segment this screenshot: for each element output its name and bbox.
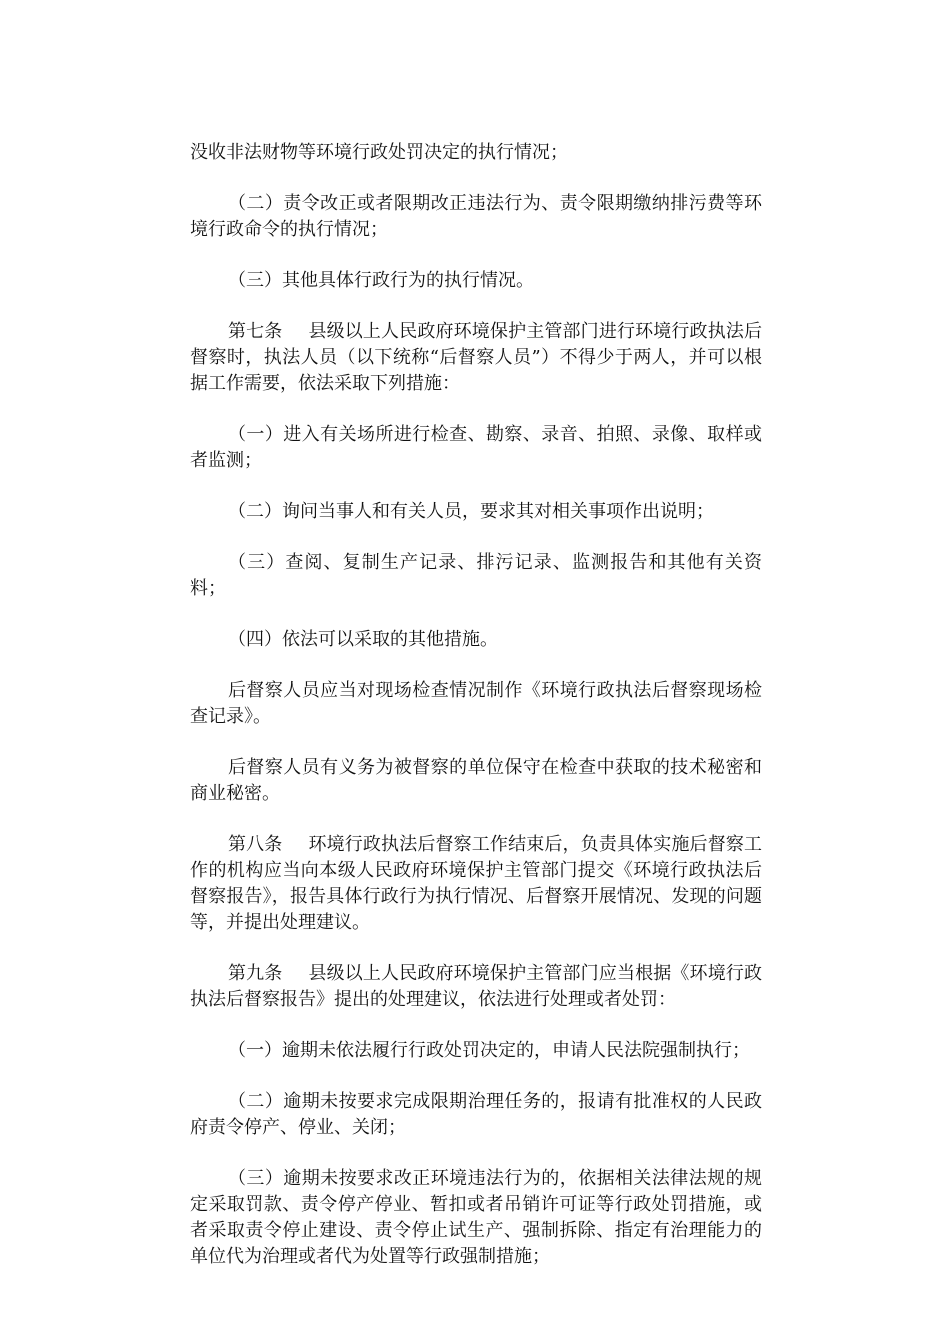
paragraph-penalty-2 — [190, 1089, 762, 1141]
paragraph-text: 没收非法财物等环境行政处罚决定的执行情况； — [190, 142, 568, 163]
article-number: 第九条 — [228, 963, 283, 984]
paragraph-measure-2 — [190, 499, 762, 525]
paragraph-measure-1 — [190, 422, 762, 474]
paragraph-confidentiality — [190, 755, 762, 807]
paragraph-text: 县级以上人民政府环境保护主管部门进行环境行政执法后督察时，执法人员（以下统称“后督察人员”）不得少于两人，并可以根据工作需要，依法采取下列措施： — [190, 321, 763, 394]
paragraph-text: （二）逾期未按要求完成限期治理任务的，报请有批准权的人民政府责令停产、停业、关闭； — [190, 1091, 762, 1138]
paragraph-text: 环境行政执法后督察工作结束后，负责具体实施后督察工作的机构应当向本级人民政府环境保护主管部门提交《环境行政执法后督察报告》，报告具体行政行为执行情况、后督察开展情况、发现的问题等，并提出处理建议。 — [190, 834, 763, 933]
article-8 — [190, 832, 762, 936]
paragraph-text: （四）依法可以采取的其他措施。 — [228, 629, 498, 650]
article-number: 第八条 — [228, 834, 283, 855]
paragraph-record — [190, 678, 762, 730]
paragraph-text: （二）责令改正或者限期改正违法行为、责令限期缴纳排污费等环境行政命令的执行情况； — [190, 193, 762, 240]
paragraph-text: （三）逾期未按要求改正环境违法行为的，依据相关法律法规的规定采取罚款、责令停产停业、暂扣或者吊销许可证等行政处罚措施，或者采取责令停止建设、责令停止试生产、强制拆除、指定有治理能力的单位代为治理或者代为处置等行政强制措施； — [190, 1168, 762, 1267]
paragraph-item-2 — [190, 191, 762, 243]
paragraph-text: （三）查阅、复制生产记录、排污记录、监测报告和其他有关资料； — [190, 552, 762, 599]
paragraph-text: （二）询问当事人和有关人员，要求其对相关事项作出说明； — [228, 501, 714, 522]
paragraph-measure-4 — [190, 627, 762, 653]
paragraph-item-3 — [190, 268, 762, 294]
paragraph-penalty-1 — [190, 1038, 762, 1064]
paragraph-penalty-3 — [190, 1166, 762, 1270]
paragraph-text: （三）其他具体行政行为的执行情况。 — [228, 270, 534, 291]
paragraph-text: 县级以上人民政府环境保护主管部门应当根据《环境行政执法后督察报告》提出的处理建议，依法进行处理或者处罚： — [190, 963, 763, 1010]
paragraph-text: 后督察人员应当对现场检查情况制作《环境行政执法后督察现场检查记录》。 — [190, 680, 762, 727]
article-7 — [190, 319, 762, 397]
paragraph-text: （一）进入有关场所进行检查、勘察、录音、拍照、录像、取样或者监测； — [190, 424, 762, 471]
paragraph-measure-3 — [190, 550, 762, 602]
article-9 — [190, 961, 762, 1013]
document-body — [190, 140, 762, 1295]
paragraph-continuation — [190, 140, 762, 166]
paragraph-text: （一）逾期未依法履行行政处罚决定的，申请人民法院强制执行； — [228, 1040, 750, 1061]
paragraph-text: 后督察人员有义务为被督察的单位保守在检查中获取的技术秘密和商业秘密。 — [190, 757, 762, 804]
article-number: 第七条 — [228, 321, 283, 342]
